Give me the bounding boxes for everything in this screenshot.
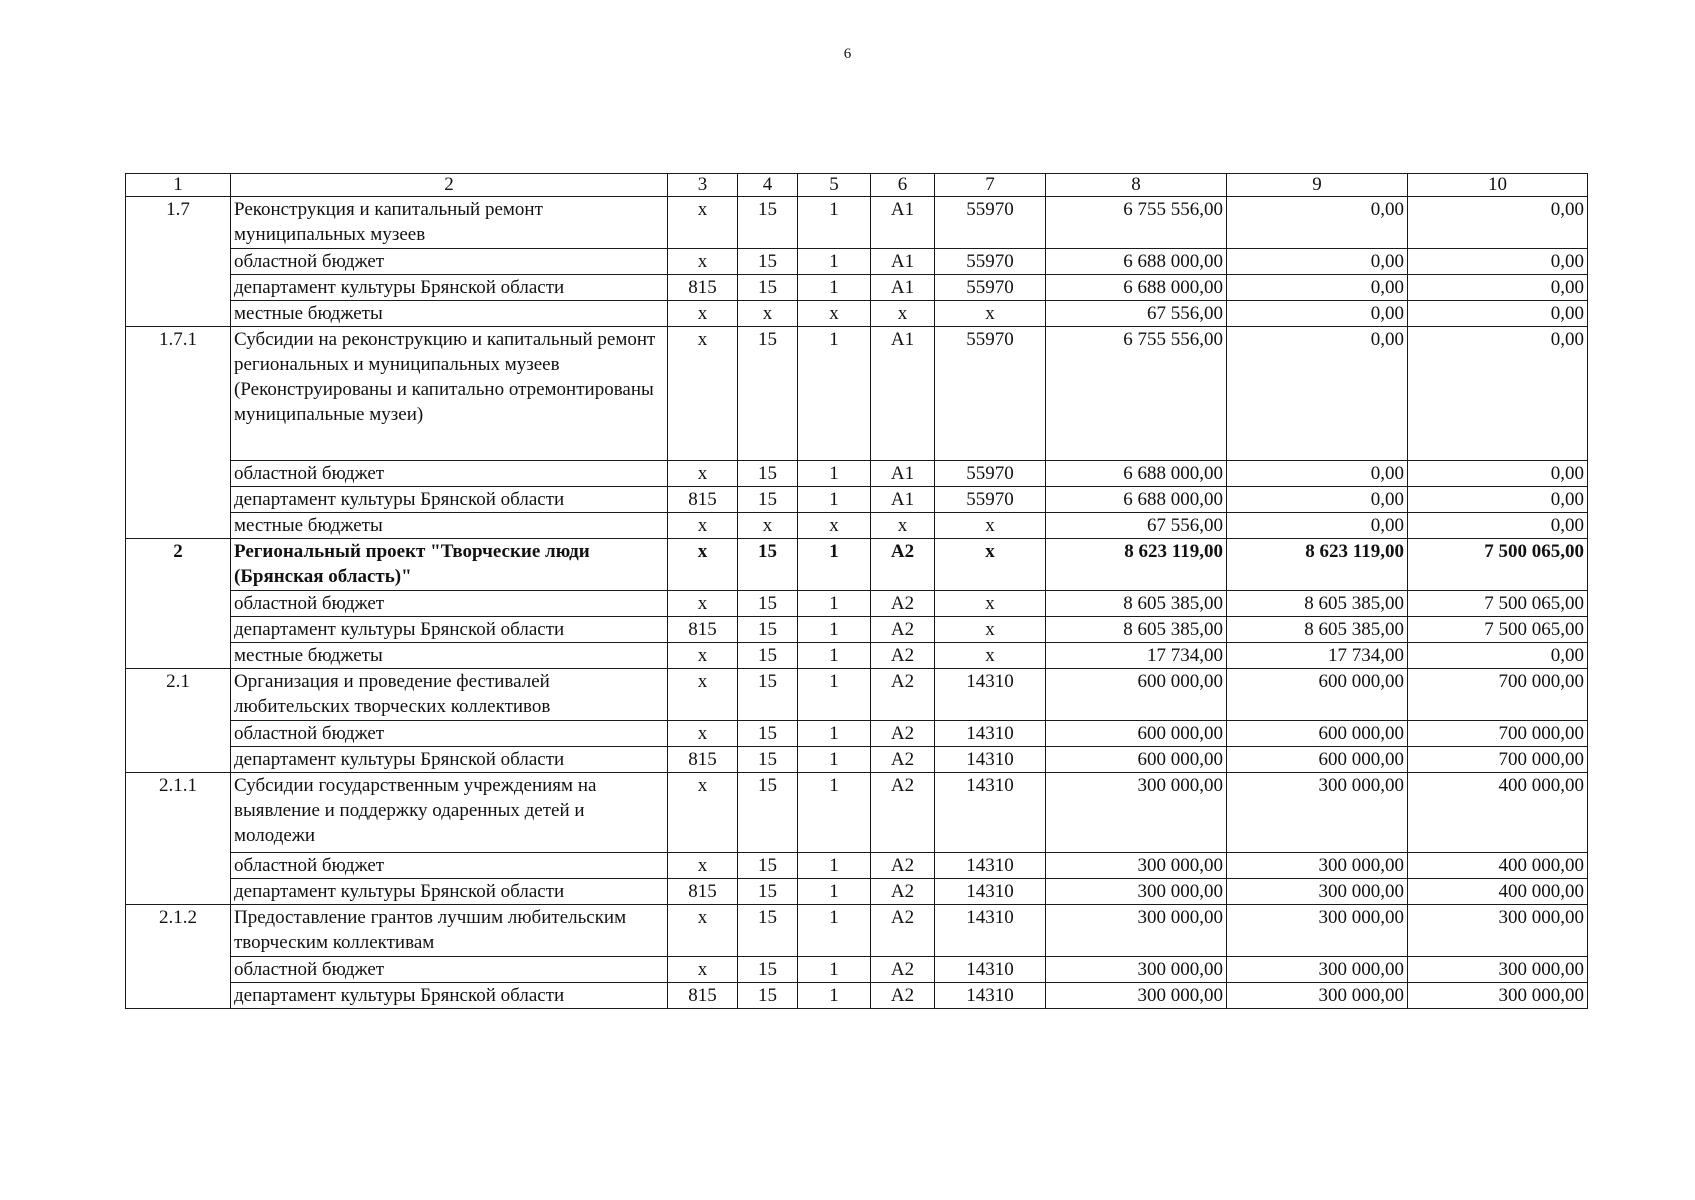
table-row bbox=[126, 879, 1588, 905]
cell-col6: А2 bbox=[871, 591, 935, 617]
cell-col5: 1 bbox=[798, 905, 871, 957]
cell-col10: 7 500 065,00 bbox=[1408, 617, 1588, 643]
row-name: Субсидии государственным учреждениям на выявление и поддержку одаренных детей и молодежи bbox=[231, 773, 668, 853]
cell-col7: х bbox=[935, 539, 1046, 591]
cell-col4: 15 bbox=[738, 487, 798, 513]
cell-col7: х bbox=[935, 513, 1046, 539]
cell-col10: 0,00 bbox=[1408, 461, 1588, 487]
cell-col9: 0,00 bbox=[1227, 327, 1408, 461]
cell-col10: 400 000,00 bbox=[1408, 773, 1588, 853]
cell-col9: 600 000,00 bbox=[1227, 721, 1408, 747]
cell-col5: 1 bbox=[798, 327, 871, 461]
cell-col7: 14310 bbox=[935, 721, 1046, 747]
cell-col9: 0,00 bbox=[1227, 487, 1408, 513]
cell-col6: А2 bbox=[871, 773, 935, 853]
cell-col4: 15 bbox=[738, 461, 798, 487]
cell-col3: х bbox=[668, 513, 738, 539]
row-name: областной бюджет bbox=[231, 853, 668, 879]
cell-col4: 15 bbox=[738, 905, 798, 957]
cell-col5: х bbox=[798, 513, 871, 539]
cell-col8: 8 605 385,00 bbox=[1046, 591, 1227, 617]
cell-col7: 14310 bbox=[935, 747, 1046, 773]
cell-col5: 1 bbox=[798, 983, 871, 1009]
column-header: 2 bbox=[231, 174, 668, 197]
cell-col3: х bbox=[668, 591, 738, 617]
cell-col5: 1 bbox=[798, 721, 871, 747]
cell-col8: 300 000,00 bbox=[1046, 957, 1227, 983]
cell-col5: 1 bbox=[798, 957, 871, 983]
row-name: Региональный проект "Творческие люди (Брянская область)" bbox=[231, 539, 668, 591]
cell-col8: 6 688 000,00 bbox=[1046, 249, 1227, 275]
cell-col4: 15 bbox=[738, 539, 798, 591]
cell-col10: 700 000,00 bbox=[1408, 669, 1588, 721]
cell-col7: 55970 bbox=[935, 461, 1046, 487]
row-name: областной бюджет bbox=[231, 461, 668, 487]
cell-col9: 300 000,00 bbox=[1227, 853, 1408, 879]
cell-col6: х bbox=[871, 301, 935, 327]
cell-col3: х bbox=[668, 539, 738, 591]
cell-col6: А2 bbox=[871, 721, 935, 747]
table-row bbox=[126, 513, 1588, 539]
row-name: департамент культуры Брянской области bbox=[231, 617, 668, 643]
cell-col5: 1 bbox=[798, 879, 871, 905]
cell-col9: 600 000,00 bbox=[1227, 747, 1408, 773]
cell-col3: х bbox=[668, 249, 738, 275]
cell-col8: 6 755 556,00 bbox=[1046, 327, 1227, 461]
row-number: 2.1 bbox=[126, 669, 231, 773]
cell-col6: х bbox=[871, 513, 935, 539]
cell-col10: 7 500 065,00 bbox=[1408, 539, 1588, 591]
cell-col7: 14310 bbox=[935, 983, 1046, 1009]
cell-col4: 15 bbox=[738, 591, 798, 617]
cell-col7: 14310 bbox=[935, 853, 1046, 879]
row-name: местные бюджеты bbox=[231, 513, 668, 539]
cell-col4: х bbox=[738, 301, 798, 327]
table-row bbox=[126, 197, 1588, 249]
cell-col9: 8 623 119,00 bbox=[1227, 539, 1408, 591]
cell-col3: х bbox=[668, 327, 738, 461]
cell-col7: 14310 bbox=[935, 905, 1046, 957]
table-row bbox=[126, 617, 1588, 643]
cell-col10: 0,00 bbox=[1408, 275, 1588, 301]
cell-col10: 700 000,00 bbox=[1408, 721, 1588, 747]
row-number: 2.1.1 bbox=[126, 773, 231, 905]
cell-col3: 815 bbox=[668, 487, 738, 513]
cell-col5: 1 bbox=[798, 617, 871, 643]
cell-col7: 55970 bbox=[935, 249, 1046, 275]
table-row bbox=[126, 773, 1588, 853]
row-name: областной бюджет bbox=[231, 249, 668, 275]
cell-col5: 1 bbox=[798, 591, 871, 617]
cell-col7: 55970 bbox=[935, 327, 1046, 461]
cell-col8: 600 000,00 bbox=[1046, 721, 1227, 747]
column-header: 7 bbox=[935, 174, 1046, 197]
cell-col9: 600 000,00 bbox=[1227, 669, 1408, 721]
row-number: 1.7.1 bbox=[126, 327, 231, 539]
cell-col5: 1 bbox=[798, 197, 871, 249]
cell-col10: 7 500 065,00 bbox=[1408, 591, 1588, 617]
cell-col6: А2 bbox=[871, 617, 935, 643]
cell-col10: 0,00 bbox=[1408, 643, 1588, 669]
cell-col7: х bbox=[935, 643, 1046, 669]
cell-col8: 300 000,00 bbox=[1046, 853, 1227, 879]
row-name: Реконструкция и капитальный ремонт муниципальных музеев bbox=[231, 197, 668, 249]
cell-col6: А2 bbox=[871, 957, 935, 983]
column-header: 9 bbox=[1227, 174, 1408, 197]
cell-col8: 600 000,00 bbox=[1046, 669, 1227, 721]
table-row bbox=[126, 539, 1588, 591]
cell-col6: А2 bbox=[871, 983, 935, 1009]
cell-col10: 400 000,00 bbox=[1408, 853, 1588, 879]
row-name: местные бюджеты bbox=[231, 643, 668, 669]
cell-col8: 300 000,00 bbox=[1046, 905, 1227, 957]
cell-col5: х bbox=[798, 301, 871, 327]
cell-col8: 6 755 556,00 bbox=[1046, 197, 1227, 249]
cell-col7: 55970 bbox=[935, 487, 1046, 513]
cell-col4: 15 bbox=[738, 249, 798, 275]
row-name: областной бюджет bbox=[231, 591, 668, 617]
row-name: областной бюджет bbox=[231, 721, 668, 747]
cell-col3: х bbox=[668, 301, 738, 327]
cell-col4: 15 bbox=[738, 643, 798, 669]
cell-col4: 15 bbox=[738, 879, 798, 905]
row-name: департамент культуры Брянской области bbox=[231, 275, 668, 301]
table-row bbox=[126, 853, 1588, 879]
cell-col7: 14310 bbox=[935, 879, 1046, 905]
cell-col3: 815 bbox=[668, 879, 738, 905]
cell-col7: 14310 bbox=[935, 773, 1046, 853]
cell-col3: х bbox=[668, 669, 738, 721]
cell-col9: 300 000,00 bbox=[1227, 879, 1408, 905]
cell-col9: 0,00 bbox=[1227, 249, 1408, 275]
row-number: 1.7 bbox=[126, 197, 231, 327]
column-header: 4 bbox=[738, 174, 798, 197]
cell-col9: 17 734,00 bbox=[1227, 643, 1408, 669]
cell-col4: 15 bbox=[738, 983, 798, 1009]
cell-col10: 0,00 bbox=[1408, 327, 1588, 461]
cell-col6: А2 bbox=[871, 853, 935, 879]
cell-col3: х bbox=[668, 853, 738, 879]
column-header: 8 bbox=[1046, 174, 1227, 197]
cell-col7: х bbox=[935, 301, 1046, 327]
table-row bbox=[126, 591, 1588, 617]
cell-col4: 15 bbox=[738, 853, 798, 879]
cell-col8: 300 000,00 bbox=[1046, 879, 1227, 905]
cell-col4: 15 bbox=[738, 773, 798, 853]
table-row bbox=[126, 249, 1588, 275]
header-row bbox=[126, 174, 1588, 197]
cell-col6: А1 bbox=[871, 197, 935, 249]
cell-col10: 300 000,00 bbox=[1408, 905, 1588, 957]
table-row bbox=[126, 983, 1588, 1009]
cell-col10: 400 000,00 bbox=[1408, 879, 1588, 905]
cell-col5: 1 bbox=[798, 643, 871, 669]
cell-col10: 0,00 bbox=[1408, 301, 1588, 327]
row-name: областной бюджет bbox=[231, 957, 668, 983]
cell-col6: А2 bbox=[871, 905, 935, 957]
cell-col5: 1 bbox=[798, 249, 871, 275]
cell-col10: 0,00 bbox=[1408, 249, 1588, 275]
column-header: 6 bbox=[871, 174, 935, 197]
cell-col10: 0,00 bbox=[1408, 487, 1588, 513]
cell-col9: 0,00 bbox=[1227, 197, 1408, 249]
row-name: Организация и проведение фестивалей любительских творческих коллективов bbox=[231, 669, 668, 721]
cell-col3: х bbox=[668, 461, 738, 487]
cell-col8: 67 556,00 bbox=[1046, 513, 1227, 539]
cell-col9: 300 000,00 bbox=[1227, 983, 1408, 1009]
cell-col7: х bbox=[935, 617, 1046, 643]
cell-col5: 1 bbox=[798, 275, 871, 301]
cell-col3: 815 bbox=[668, 747, 738, 773]
cell-col10: 700 000,00 bbox=[1408, 747, 1588, 773]
column-header: 3 bbox=[668, 174, 738, 197]
cell-col4: 15 bbox=[738, 957, 798, 983]
cell-col3: х bbox=[668, 957, 738, 983]
cell-col5: 1 bbox=[798, 461, 871, 487]
cell-col3: 815 bbox=[668, 983, 738, 1009]
cell-col5: 1 bbox=[798, 669, 871, 721]
cell-col9: 300 000,00 bbox=[1227, 905, 1408, 957]
table-row bbox=[126, 957, 1588, 983]
page-number: 6 bbox=[843, 46, 852, 62]
cell-col8: 67 556,00 bbox=[1046, 301, 1227, 327]
cell-col9: 0,00 bbox=[1227, 275, 1408, 301]
table-row bbox=[126, 327, 1588, 461]
table-row bbox=[126, 669, 1588, 721]
cell-col5: 1 bbox=[798, 747, 871, 773]
cell-col5: 1 bbox=[798, 539, 871, 591]
cell-col6: А2 bbox=[871, 879, 935, 905]
cell-col4: х bbox=[738, 513, 798, 539]
row-name: местные бюджеты bbox=[231, 301, 668, 327]
cell-col9: 0,00 bbox=[1227, 513, 1408, 539]
column-header: 5 bbox=[798, 174, 871, 197]
cell-col8: 6 688 000,00 bbox=[1046, 461, 1227, 487]
cell-col3: х bbox=[668, 643, 738, 669]
cell-col6: А2 bbox=[871, 539, 935, 591]
cell-col4: 15 bbox=[738, 617, 798, 643]
column-header: 10 bbox=[1408, 174, 1588, 197]
cell-col10: 300 000,00 bbox=[1408, 983, 1588, 1009]
cell-col8: 8 623 119,00 bbox=[1046, 539, 1227, 591]
table-row bbox=[126, 643, 1588, 669]
row-number: 2 bbox=[126, 539, 231, 669]
cell-col8: 6 688 000,00 bbox=[1046, 487, 1227, 513]
cell-col3: х bbox=[668, 197, 738, 249]
table-row bbox=[126, 461, 1588, 487]
cell-col3: 815 bbox=[668, 275, 738, 301]
cell-col3: х bbox=[668, 905, 738, 957]
cell-col6: А2 bbox=[871, 747, 935, 773]
cell-col8: 6 688 000,00 bbox=[1046, 275, 1227, 301]
cell-col3: 815 bbox=[668, 617, 738, 643]
cell-col10: 300 000,00 bbox=[1408, 957, 1588, 983]
row-name: департамент культуры Брянской области bbox=[231, 983, 668, 1009]
table-row bbox=[126, 905, 1588, 957]
cell-col7: х bbox=[935, 591, 1046, 617]
cell-col9: 8 605 385,00 bbox=[1227, 617, 1408, 643]
cell-col4: 15 bbox=[738, 669, 798, 721]
cell-col5: 1 bbox=[798, 773, 871, 853]
cell-col6: А1 bbox=[871, 275, 935, 301]
cell-col7: 14310 bbox=[935, 669, 1046, 721]
cell-col8: 17 734,00 bbox=[1046, 643, 1227, 669]
cell-col7: 14310 bbox=[935, 957, 1046, 983]
cell-col4: 15 bbox=[738, 275, 798, 301]
cell-col8: 600 000,00 bbox=[1046, 747, 1227, 773]
cell-col8: 8 605 385,00 bbox=[1046, 617, 1227, 643]
cell-col10: 0,00 bbox=[1408, 513, 1588, 539]
column-header: 1 bbox=[126, 174, 231, 197]
cell-col6: А2 bbox=[871, 643, 935, 669]
cell-col5: 1 bbox=[798, 853, 871, 879]
row-name: департамент культуры Брянской области bbox=[231, 879, 668, 905]
cell-col5: 1 bbox=[798, 487, 871, 513]
row-name: департамент культуры Брянской области bbox=[231, 487, 668, 513]
cell-col8: 300 000,00 bbox=[1046, 773, 1227, 853]
cell-col3: х bbox=[668, 721, 738, 747]
table-row bbox=[126, 747, 1588, 773]
cell-col8: 300 000,00 bbox=[1046, 983, 1227, 1009]
cell-col4: 15 bbox=[738, 721, 798, 747]
cell-col7: 55970 bbox=[935, 275, 1046, 301]
cell-col6: А2 bbox=[871, 669, 935, 721]
cell-col6: А1 bbox=[871, 461, 935, 487]
cell-col4: 15 bbox=[738, 327, 798, 461]
cell-col4: 15 bbox=[738, 747, 798, 773]
cell-col6: А1 bbox=[871, 249, 935, 275]
cell-col9: 300 000,00 bbox=[1227, 957, 1408, 983]
cell-col3: х bbox=[668, 773, 738, 853]
row-name: департамент культуры Брянской области bbox=[231, 747, 668, 773]
row-number: 2.1.2 bbox=[126, 905, 231, 1009]
table-row bbox=[126, 275, 1588, 301]
cell-col4: 15 bbox=[738, 197, 798, 249]
cell-col9: 0,00 bbox=[1227, 461, 1408, 487]
cell-col9: 8 605 385,00 bbox=[1227, 591, 1408, 617]
table-row bbox=[126, 487, 1588, 513]
row-name: Предоставление грантов лучшим любительским творческим коллективам bbox=[231, 905, 668, 957]
cell-col7: 55970 bbox=[935, 197, 1046, 249]
cell-col10: 0,00 bbox=[1408, 197, 1588, 249]
cell-col6: А1 bbox=[871, 327, 935, 461]
cell-col6: А1 bbox=[871, 487, 935, 513]
row-name: Субсидии на реконструкцию и капитальный ремонт региональных и муниципальных музеев (Реконструированы и капитально отремонтированы муниципальные музеи) bbox=[231, 327, 668, 461]
cell-col9: 300 000,00 bbox=[1227, 773, 1408, 853]
budget-table bbox=[125, 173, 1588, 1009]
table-row bbox=[126, 721, 1588, 747]
cell-col9: 0,00 bbox=[1227, 301, 1408, 327]
table-row bbox=[126, 301, 1588, 327]
